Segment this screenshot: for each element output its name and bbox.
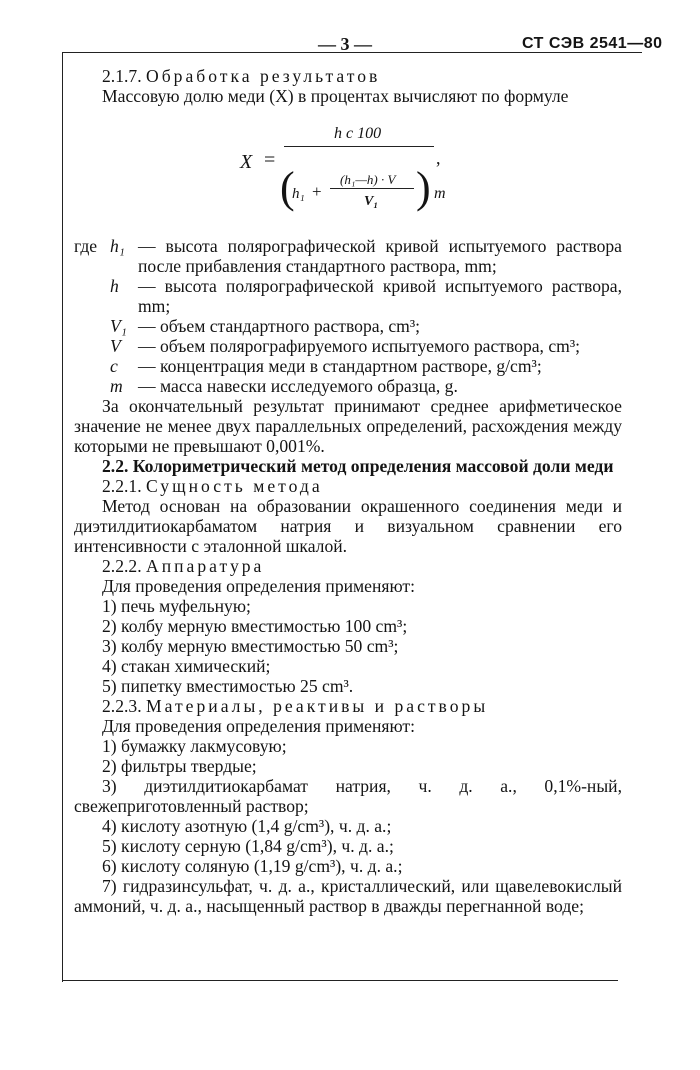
list-item: 7) гидразинсульфат, ч. д. а., кристаллический, или щавелевокислый аммоний, ч. д. а., насыщенный раствор в дважды перегнанной воде; xyxy=(74,876,622,916)
section-2-1-7-heading xyxy=(74,66,622,86)
list-item: 1) бумажку лакмусовую; xyxy=(102,736,287,756)
definition-row xyxy=(74,376,622,396)
formula-inner-denominator: V₁ xyxy=(364,194,379,209)
list-item: 5) кислоту серную (1,84 g/cm³), ч. д. а.; xyxy=(102,836,394,856)
materials-intro: Для проведения определения применяют: xyxy=(102,716,415,736)
list-item: 4) стакан химический; xyxy=(102,656,271,676)
method-principle-paragraph: Метод основан на образовании окрашенного соединения меди и диэтилдитиокарбаматом натрия и визуальном сравнении его интенсивности с эталонной шкалой. xyxy=(74,496,622,556)
definition-row xyxy=(74,336,622,356)
frame-bottom-rule xyxy=(62,980,618,981)
definition-symbol: h xyxy=(110,276,119,296)
frame-left-rule xyxy=(62,52,63,982)
definition-row xyxy=(74,276,622,316)
section-2-2-heading xyxy=(74,456,622,476)
definition-symbol: m xyxy=(110,376,123,396)
list-item: 1) печь муфельную; xyxy=(102,596,251,616)
materials-list xyxy=(74,736,622,916)
formula-numerator: h c 100 xyxy=(334,125,382,142)
copper-fraction-formula xyxy=(74,118,622,230)
list-item: 5) пипетку вместимостью 25 cm³. xyxy=(102,676,354,696)
section-2-2-1-heading xyxy=(74,476,622,496)
definition-text: — высота полярографической кривой испытуемого раствора, mm; xyxy=(138,276,622,316)
list-item: 4) кислоту азотную (1,4 g/cm³), ч. д. а.; xyxy=(102,816,392,836)
formula-left-paren: ( xyxy=(280,163,295,212)
list-item: 2) фильтры твердые; xyxy=(102,756,257,776)
final-result-paragraph: За окончательный результат принимают среднее арифметическое значение не менее двух параллельных определений, расхождения между которыми не превышают 0,001%. xyxy=(74,396,622,456)
definition-text: — объем стандартного раствора, cm³; xyxy=(138,316,421,336)
definition-symbol: c xyxy=(110,356,118,376)
variable-definitions xyxy=(74,236,622,396)
section-title: Колориметрический метод определения массовой доли меди xyxy=(132,456,614,476)
page-content xyxy=(74,66,622,916)
definition-symbol: V xyxy=(110,336,121,356)
section-2-2-3-heading xyxy=(74,696,622,716)
formula-inner-numerator: (h₁—h) · V xyxy=(340,172,396,187)
formula-inner-fraction-bar xyxy=(330,188,414,189)
definition-text: — масса навески исследуемого образца, g. xyxy=(138,376,458,396)
formula-plus: + xyxy=(312,182,322,201)
definition-row xyxy=(74,356,622,376)
list-item: 2) колбу мерную вместимостью 100 cm³; xyxy=(102,616,408,636)
formula-right-paren: ) xyxy=(416,163,431,212)
formula-lhs: X xyxy=(240,151,253,173)
section-number: 2.2.1. xyxy=(102,476,142,496)
definition-text: — высота полярографической кривой испытуемого раствора после прибавления стандартного раствора, mm; xyxy=(138,236,622,276)
definition-text: — объем полярографируемого испытуемого раствора, cm³; xyxy=(138,336,581,356)
section-title: Материалы, реактивы и растворы xyxy=(146,696,489,716)
section-number: 2.2. xyxy=(102,456,129,476)
frame-top-rule xyxy=(62,52,642,53)
section-title: Аппаратура xyxy=(146,556,265,576)
definition-symbol: V₁ xyxy=(110,316,127,336)
formula-m: m xyxy=(434,185,446,202)
definition-row xyxy=(74,236,622,276)
formula-comma: , xyxy=(436,148,441,168)
definition-text: — концентрация меди в стандартном растворе, g/cm³; xyxy=(138,356,542,376)
definition-symbol: h₁ xyxy=(110,236,125,256)
where-label: где xyxy=(74,236,98,256)
formula-intro: Массовую долю меди (X) в процентах вычисляют по формуле xyxy=(102,86,569,106)
section-2-2-2-heading xyxy=(74,556,622,576)
list-item: 3) диэтилдитиокарбамат натрия, ч. д. а., 0,1%-ный, свежеприготовленный раствор; xyxy=(74,776,622,816)
list-item: 3) колбу мерную вместимостью 50 cm³; xyxy=(102,636,399,656)
apparatus-intro: Для проведения определения применяют: xyxy=(102,576,415,596)
section-number: 2.1.7. xyxy=(102,66,142,86)
section-number: 2.2.2. xyxy=(102,556,142,576)
page-number: — 3 — xyxy=(318,34,372,54)
list-item: 6) кислоту соляную (1,19 g/cm³), ч. д. а.; xyxy=(102,856,403,876)
formula-equals: = xyxy=(264,149,276,171)
definition-row xyxy=(74,316,622,336)
section-title: Обработка результатов xyxy=(146,66,381,86)
section-number: 2.2.3. xyxy=(102,696,142,716)
formula-fraction-bar xyxy=(284,146,434,147)
apparatus-list xyxy=(74,596,622,696)
document-id: СТ СЭВ 2541—80 xyxy=(522,35,663,52)
section-title: Сущность метода xyxy=(146,476,323,496)
formula-h1: h₁ xyxy=(292,186,305,202)
